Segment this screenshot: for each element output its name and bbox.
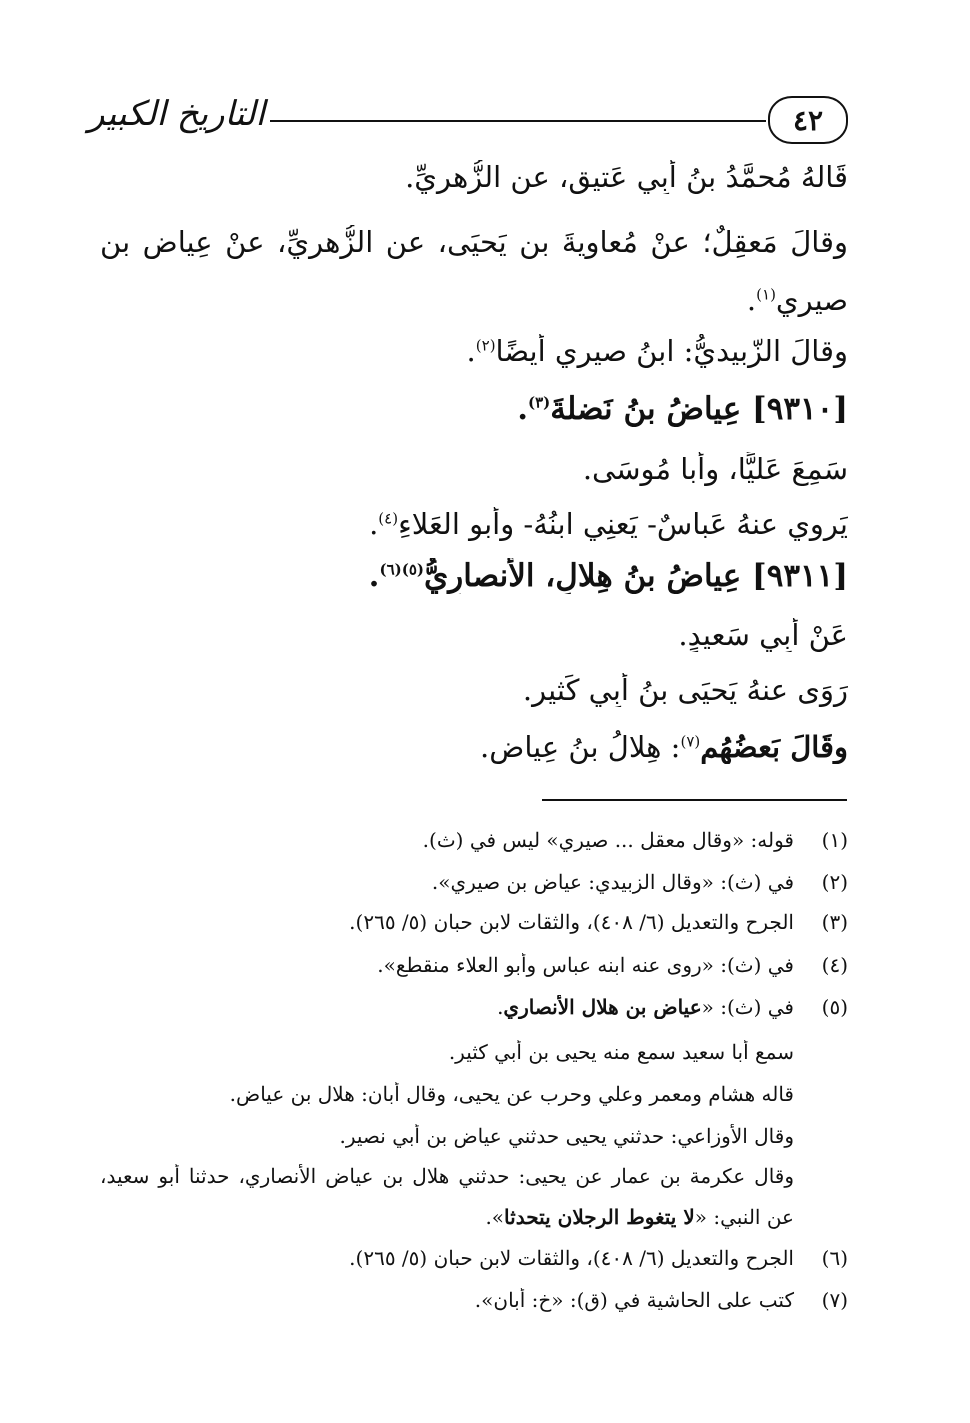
text-line-4-main: وقالَ الزّبيديُّ: ابنُ صيري أَيضًا (495, 334, 848, 368)
footnote-5-line-5-end: ». (485, 1205, 505, 1229)
entry-heading-9311 (100, 558, 848, 594)
footnote-7 (100, 1288, 848, 1312)
text-line-4 (100, 334, 848, 368)
text-line-7-end: . (369, 507, 379, 541)
footnote-ref-3[interactable]: (٣) (527, 393, 551, 412)
text-line-11-bold: وقَالَ بَعضُهُم (700, 730, 848, 764)
text-line-10: رَوَى عنهُ يَحيَى بنُ أَبِي كَثيرٍ. (522, 673, 848, 707)
entry-heading-9310-main: [٩٣١٠] عِياضُ بنُ نَضلةَ (550, 391, 848, 427)
footnote-text: في (ث): « (701, 995, 794, 1019)
footnote-2 (100, 870, 848, 894)
book-title: التاريخ الكبير (88, 94, 265, 134)
footnote-ref-2[interactable]: (٢) (475, 336, 496, 355)
footnote-number: (٥) (821, 995, 848, 1019)
footnote-text: قوله: «وقال معقل ... صيري» ليس في (ث). (422, 828, 794, 852)
footnote-3 (100, 910, 848, 934)
footnote-6 (100, 1246, 848, 1270)
footnote-text: الجرح والتعديل (٦/ ٤٠٨)، والثقات لابن حبان (٥/ ٢٦٥). (349, 1246, 794, 1270)
entry-heading-9310 (100, 391, 848, 427)
text-line-3-end: . (746, 283, 757, 317)
text-line-3-main: صيري (775, 283, 848, 317)
footnote-number: (٦) (821, 1246, 848, 1270)
footnote-5-line-5-bold: لا يتغوط الرجلان يتحدثا (504, 1205, 695, 1229)
entry-heading-9311-main: [٩٣١١] عِياضُ بنُ هِلالٍ، الأَنصارِيُّ (424, 558, 848, 594)
footnote-number: (١) (821, 828, 848, 852)
footnote-text-end: . (497, 995, 504, 1019)
text-line-9: عَنْ أَبِي سَعيدٍ. (678, 618, 848, 652)
footnote-5-line-5-start: عن النبي: « (694, 1205, 794, 1229)
text-line-3 (100, 283, 848, 317)
footnote-5-line-4: وقال عكرمة بن عمار عن يحيى: حدثني هلال بن عياض الأنصاري، حدثنا أبو سعيد، (100, 1164, 794, 1188)
footnote-text-bold: عياض بن هلال الأنصاري (503, 995, 702, 1019)
footnote-5-line-2: قاله هشام ومعمر وعلي وحرب عن يحيى، وقال أبان: هلال بن عياض. (229, 1082, 794, 1106)
footnote-number: (٧) (821, 1288, 848, 1312)
footnote-5-line-1: سمع أبا سعيد سمع منه يحيى بن أبي كثير. (448, 1040, 794, 1064)
text-line-7 (100, 507, 848, 541)
page-header (88, 94, 848, 146)
text-line-11-rest: : هِلالُ بنُ عِياضٍ. (480, 730, 681, 764)
footnote-ref-7[interactable]: (٧) (680, 732, 701, 751)
footnote-divider (542, 799, 847, 801)
footnote-1 (100, 828, 848, 852)
footnote-ref-4[interactable]: (٤) (378, 509, 399, 528)
text-line-11 (100, 730, 848, 764)
footnote-5-line-3: وقال الأوزاعي: حدثني يحيى حدثني عياض بن أبي نصير. (339, 1124, 794, 1148)
entry-heading-9311-end: . (368, 558, 380, 594)
footnote-text: في (ث): «وقال الزبيدي: عياض بن صيري». (431, 870, 794, 894)
text-line-7-main: يَروِي عنهُ عَباسٌ- يَعنِي ابنُهُ- وأَبو العَلاءِ (398, 507, 848, 541)
entry-heading-9310-end: . (517, 391, 528, 427)
header-rule (270, 120, 766, 122)
footnote-ref-5-6[interactable]: (٥)(٦) (379, 560, 425, 579)
page-number-badge (768, 96, 848, 144)
text-line-6: سَمِعَ عَليًّا، وأَبا مُوسَى. (582, 452, 848, 486)
footnote-5 (100, 995, 848, 1019)
footnote-4 (100, 953, 848, 977)
page-number: ٤٢ (792, 103, 824, 137)
footnote-ref-1[interactable]: (١) (756, 285, 776, 304)
footnote-text: في (ث): «روى عنه ابنه عباس وأبو العلاء منقطع». (377, 953, 794, 977)
footnote-text: الجرح والتعديل (٦/ ٤٠٨)، والثقات لابن حبان (٥/ ٢٦٥). (349, 910, 794, 934)
footnote-number: (٢) (821, 870, 848, 894)
text-line-4-end: . (466, 334, 476, 368)
footnote-5-line-5 (100, 1205, 794, 1229)
footnote-number: (٣) (821, 910, 848, 934)
text-line-2: وقالَ مَعقِلٌ؛ عنْ مُعاويةَ بنِ يَحيَى، عنِ الزُّهريِّ، عنْ عِياضِ بنِ (100, 225, 848, 259)
text-line-1: قَالهُ مُحمَّدُ بنُ أَبِي عَتيقٍ، عنِ الزُّهرِيِّ. (405, 160, 848, 194)
footnote-text: كتب على الحاشية في (ق): «خ: أبان». (474, 1288, 794, 1312)
footnote-number: (٤) (821, 953, 848, 977)
